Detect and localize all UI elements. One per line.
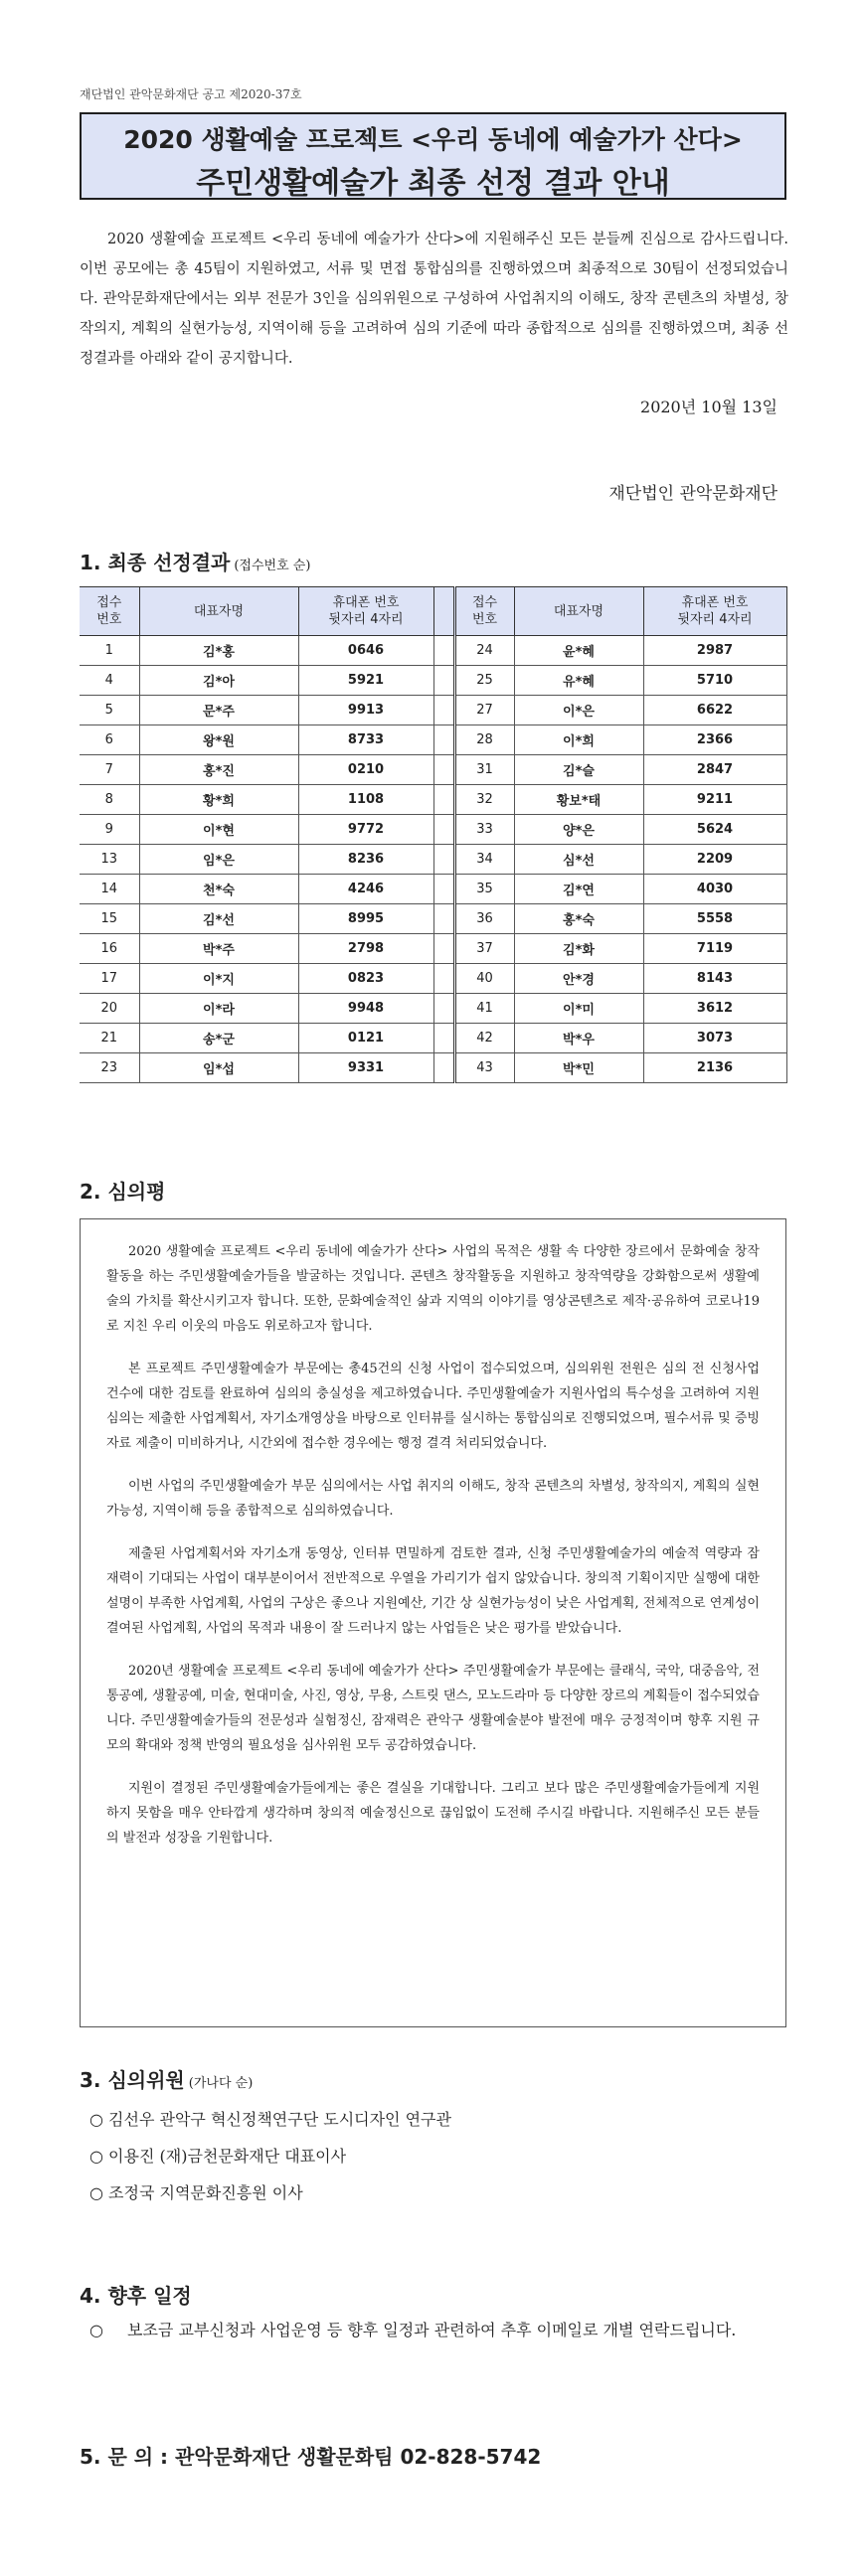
divider-cell [433,587,454,636]
divider-cell [433,934,454,964]
representative-name-cell: 박*민 [514,1053,643,1083]
receipt-no-cell: 13 [80,845,139,875]
divider-cell [433,636,454,666]
receipt-no-cell: 4 [80,666,139,696]
phone-last4-cell: 2798 [298,934,433,964]
table-row [80,785,786,815]
table-header-row [80,587,786,636]
section-note: (접수번호 순) [234,559,311,573]
phone-last4-cell: 1108 [298,785,433,815]
representative-name-cell: 홍*숙 [514,904,643,934]
phone-last4-cell: 0823 [298,964,433,994]
receipt-no-cell: 23 [80,1053,139,1083]
receipt-no-cell: 42 [454,1024,514,1053]
receipt-no-cell: 9 [80,815,139,845]
phone-last4-cell: 8236 [298,845,433,875]
representative-name-cell: 홍*진 [139,755,298,785]
receipt-no-cell: 32 [454,785,514,815]
phone-last4-cell: 3073 [643,1024,786,1053]
phone-last4-cell: 6622 [643,696,786,725]
representative-name-cell: 이*지 [139,964,298,994]
phone-last4-cell: 8143 [643,964,786,994]
phone-last4-cell: 2209 [643,845,786,875]
representative-name-cell: 이*라 [139,994,298,1024]
representative-name-cell: 김*연 [514,875,643,904]
phone-last4-cell: 4030 [643,875,786,904]
representative-name-cell: 김*아 [139,666,298,696]
schedule-item [89,2316,785,2345]
divider-cell [433,904,454,934]
divider-cell [433,815,454,845]
review-paragraph: 본 프로젝트 주민생활예술가 부문에는 총45건의 신청 사업이 접수되었으며, 심의위원 전원은 심의 전 신청사업 건수에 대한 검토를 완료하여 심의의 충실성을 제고하였습니다. 주민생활예술가 지원사업의 특수성을 고려하여 지원심의는 제출한 사업계획서, 자기소개영상을 바탕으로 인터뷰를 실시하는 통합심의로 진행되었으며, 필수서류 및 증빙자료 제출이 미비하거나, 시간외에 접수한 경우에는 행정 결격 처리되었습니다. [106,1362,760,1451]
divider-cell [433,696,454,725]
section-final-results-heading [80,547,310,575]
phone-last4-cell: 4246 [298,875,433,904]
divider-cell [433,875,454,904]
representative-name-cell: 유*혜 [514,666,643,696]
review-paragraph: 2020 생활예술 프로젝트 <우리 동네에 예술가가 산다> 사업의 목적은 생활 속 다양한 장르에서 문화예술 창작활동을 하는 주민생활예술가들을 발굴하는 것입니다. 콘텐츠 창작활동을 지원하고 창작역량을 강화함으로써 생활예술의 가치를 확산시키고자 합니다. 또한, 문화예술적인 삶과 지역의 이야기를 영상콘텐츠로 제작·공유하여 코로나19로 지친 우리 이웃의 마음도 위로하고자 합니다. [106,1244,760,1334]
receipt-no-cell: 36 [454,904,514,934]
phone-last4-cell: 9772 [298,815,433,845]
table-row [80,994,786,1024]
phone-last4-cell: 9331 [298,1053,433,1083]
phone-last4-cell: 5921 [298,666,433,696]
divider-cell [433,755,454,785]
receipt-no-cell: 27 [454,696,514,725]
representative-name-cell: 김*슬 [514,755,643,785]
section-title: 3. 심의위원 [80,2068,185,2092]
phone-last4-cell: 2847 [643,755,786,785]
receipt-no-cell: 20 [80,994,139,1024]
representative-name-cell: 박*주 [139,934,298,964]
table-row [80,725,786,755]
header-phone: 휴대폰 번호 뒷자리 4자리 [643,587,786,636]
review-paragraph: 지원이 결정된 주민생활예술가들에게는 좋은 결실을 기대합니다. 그리고 보다 많은 주민생활예술가들에게 지원하지 못함을 매우 안타깝게 생각하며 창의적 예술정신으로 끊임없이 도전해 주시길 바랍니다. 지원해주신 모든 분들의 발전과 성장을 기원합니다. [106,1781,760,1846]
representative-name-cell: 김*홍 [139,636,298,666]
phone-last4-cell: 3612 [643,994,786,1024]
header-receipt-no: 접수 번호 [80,587,139,636]
representative-name-cell: 황*희 [139,785,298,815]
receipt-no-cell: 17 [80,964,139,994]
representative-name-cell: 황보*태 [514,785,643,815]
reviewer-item: ○ 조정국 지역문화진흥원 이사 [89,2183,303,2202]
representative-name-cell: 왕*원 [139,725,298,755]
phone-last4-cell: 9211 [643,785,786,815]
receipt-no-cell: 8 [80,785,139,815]
phone-last4-cell: 2366 [643,725,786,755]
receipt-no-cell: 31 [454,755,514,785]
phone-last4-cell: 9948 [298,994,433,1024]
receipt-no-cell: 28 [454,725,514,755]
receipt-no-cell: 14 [80,875,139,904]
phone-last4-cell: 8995 [298,904,433,934]
receipt-no-cell: 43 [454,1053,514,1083]
notice-number: 재단법인 관악문화재단 공고 제2020-37호 [80,87,302,101]
section-title: 1. 최종 선정결과 [80,551,231,574]
representative-name-cell: 윤*혜 [514,636,643,666]
header-receipt-no: 접수 번호 [454,587,514,636]
receipt-no-cell: 5 [80,696,139,725]
table-row [80,696,786,725]
section-review-heading: 2. 심의평 [80,1180,166,1204]
divider-cell [433,725,454,755]
divider-cell [433,666,454,696]
representative-name-cell: 임*은 [139,845,298,875]
table-row [80,666,786,696]
receipt-no-cell: 35 [454,875,514,904]
divider-cell [433,1024,454,1053]
reviewer-item: ○ 김선우 관악구 혁신정책연구단 도시디자인 연구관 [89,2110,451,2129]
page-title-line1: 2020 생활예술 프로젝트 <우리 동네에 예술가가 산다> [123,125,743,154]
table-row [80,755,786,785]
bullet-icon: ○ [89,2321,103,2339]
receipt-no-cell: 25 [454,666,514,696]
phone-last4-cell: 7119 [643,934,786,964]
representative-name-cell: 김*화 [514,934,643,964]
phone-last4-cell: 0646 [298,636,433,666]
table-row [80,845,786,875]
review-paragraph: 2020년 생활예술 프로젝트 <우리 동네에 예술가가 산다> 주민생활예술가 부문에는 클래식, 국악, 대중음악, 전통공예, 생활공예, 미술, 현대미술, 사진, 영상, 무용, 스트릿 댄스, 모노드라마 등 다양한 장르의 계획들이 접수되었습니다. 주민생활예술가들의 전문성과 실험정신, 잠재력은 관악구 생활예술분야 발전에 매우 긍정적이며 향후 지원 규모의 확대와 정책 반영의 필요성을 심사위원 모두 공감하였습니다. [106,1664,760,1753]
representative-name-cell: 이*은 [514,696,643,725]
divider-cell [433,964,454,994]
header-name: 대표자명 [514,587,643,636]
section-schedule-heading: 4. 향후 일정 [80,2284,192,2308]
divider-cell [433,845,454,875]
representative-name-cell: 임*섭 [139,1053,298,1083]
notice-date: 2020년 10월 13일 [640,398,777,416]
representative-name-cell: 송*군 [139,1024,298,1053]
phone-last4-cell: 0210 [298,755,433,785]
table-row [80,1024,786,1053]
section-note: (가나다 순) [188,2076,254,2091]
phone-last4-cell: 5558 [643,904,786,934]
receipt-no-cell: 33 [454,815,514,845]
header-phone: 휴대폰 번호 뒷자리 4자리 [298,587,433,636]
intro-paragraph: 2020 생활예술 프로젝트 <우리 동네에 예술가가 산다>에 지원해주신 모든 분들께 진심으로 감사드립니다. 이번 공모에는 총 45팀이 지원하였고, 서류 및 면접 통합심의를 진행하였으며 최종적으로 30팀이 선정되었습니다. 관악문화재단에서는 외부 전문가 3인을 심의위원으로 구성하여 사업취지의 이해도, 창작 콘텐츠의 차별성, 창작의지, 계획의 실현가능성, 지역이해 등을 고려하여 심의 기준에 따라 종합적으로 심의를 진행하였으며, 최종 선정결과를 아래와 같이 공지합니다. [80,232,788,367]
receipt-no-cell: 21 [80,1024,139,1053]
representative-name-cell: 안*경 [514,964,643,994]
page-title-line2: 주민생활예술가 최종 선정 결과 안내 [196,166,670,201]
table-row [80,904,786,934]
review-paragraph: 이번 사업의 주민생활예술가 부문 심의에서는 사업 취지의 이해도, 창작 콘텐츠의 차별성, 창작의지, 계획의 실현가능성, 지역이해 등을 종합적으로 심의하였습니다. [106,1479,760,1519]
divider-cell [433,785,454,815]
receipt-no-cell: 37 [454,934,514,964]
representative-name-cell: 김*선 [139,904,298,934]
divider-cell [433,1053,454,1083]
representative-name-cell: 천*숙 [139,875,298,904]
phone-last4-cell: 5710 [643,666,786,696]
receipt-no-cell: 41 [454,994,514,1024]
table-row [80,636,786,666]
phone-last4-cell: 2136 [643,1053,786,1083]
results-table [80,586,787,1083]
receipt-no-cell: 16 [80,934,139,964]
header-name: 대표자명 [139,587,298,636]
review-box [80,1218,786,2027]
receipt-no-cell: 6 [80,725,139,755]
receipt-no-cell: 15 [80,904,139,934]
notice-organization: 재단법인 관악문화재단 [608,484,777,504]
phone-last4-cell: 8733 [298,725,433,755]
representative-name-cell: 문*주 [139,696,298,725]
phone-last4-cell: 2987 [643,636,786,666]
phone-last4-cell: 9913 [298,696,433,725]
divider-cell [433,994,454,1024]
table-row [80,964,786,994]
representative-name-cell: 양*은 [514,815,643,845]
table-row [80,875,786,904]
receipt-no-cell: 7 [80,755,139,785]
reviewer-item: ○ 이용진 (재)금천문화재단 대표이사 [89,2147,347,2166]
table-row [80,934,786,964]
contact-info: 5. 문 의 : 관악문화재단 생활문화팀 02-828-5742 [80,2445,542,2469]
title-box [80,112,786,200]
table-row [80,815,786,845]
phone-last4-cell: 5624 [643,815,786,845]
phone-last4-cell: 0121 [298,1024,433,1053]
receipt-no-cell: 34 [454,845,514,875]
receipt-no-cell: 24 [454,636,514,666]
representative-name-cell: 박*우 [514,1024,643,1053]
representative-name-cell: 심*선 [514,845,643,875]
representative-name-cell: 이*희 [514,725,643,755]
section-reviewers-heading [80,2064,253,2093]
receipt-no-cell: 40 [454,964,514,994]
representative-name-cell: 이*미 [514,994,643,1024]
schedule-text: 보조금 교부신청과 사업운영 등 향후 일정과 관련하여 추후 이메일로 개별 연락드립니다. [127,2321,737,2339]
table-row [80,1053,786,1083]
representative-name-cell: 이*현 [139,815,298,845]
review-paragraph: 제출된 사업계획서와 자기소개 동영상, 인터뷰 면밀하게 검토한 결과, 신청 주민생활예술가의 예술적 역량과 잠재력이 기대되는 사업이 대부분이어서 전반적으로 우열을 가리기가 쉽지 않았습니다. 창의적 기획이지만 실행에 대한 설명이 부족한 사업계획, 사업의 구상은 좋으나 지원예산, 기간 상 실현가능성이 낮은 사업계획, 전체적으로 연계성이 결여된 사업계획, 사업의 목적과 내용이 잘 드러나지 않는 사업들은 낮은 평가를 받았습니다. [106,1546,760,1636]
receipt-no-cell: 1 [80,636,139,666]
